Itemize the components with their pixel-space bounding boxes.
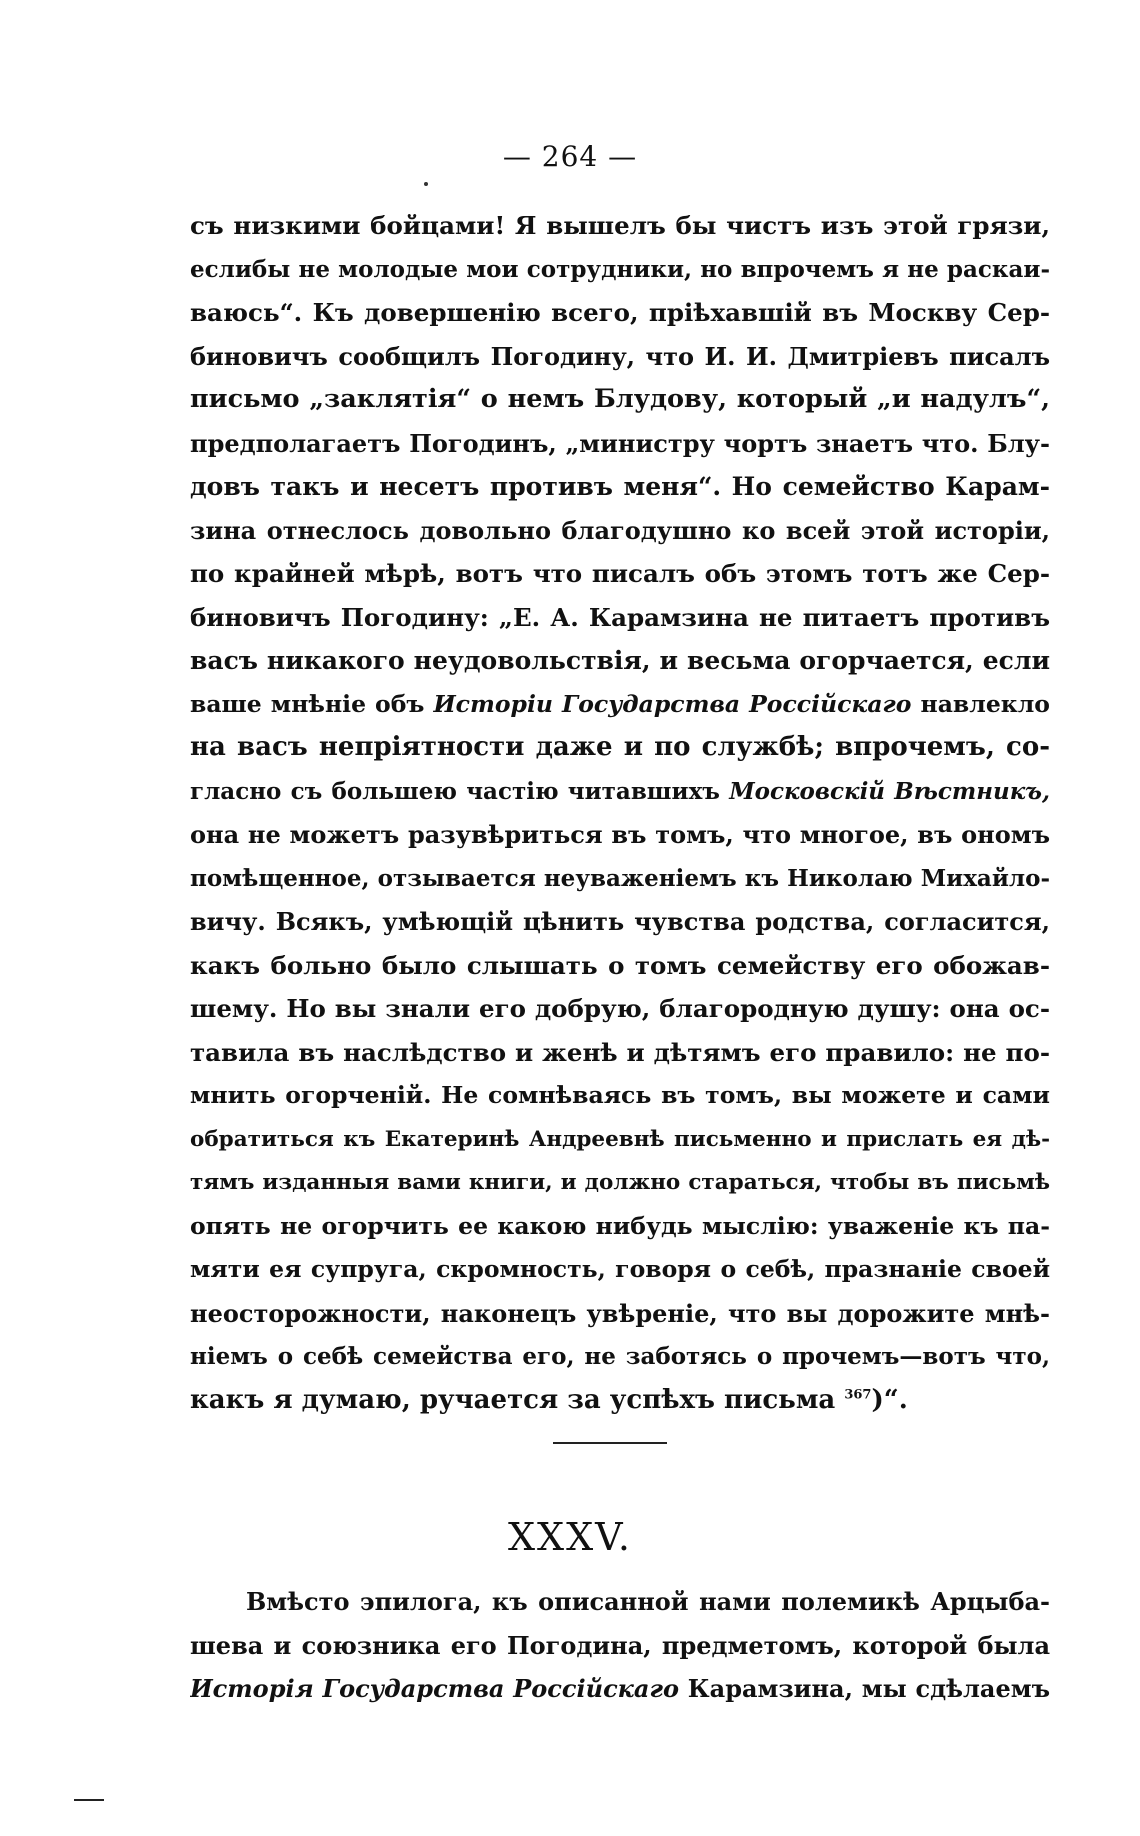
text-segment: навлекло	[911, 689, 1050, 718]
text-line: шева и союзника его Погодина, предметомъ, которой была	[190, 1630, 1050, 1660]
text-line: письмо „заклятія“ о немъ Блудову, который „и надулъ“,	[190, 384, 1050, 414]
text-segment: какъ я думаю, ручается за успѣхъ письма	[190, 1384, 845, 1415]
body-paragraph	[190, 204, 1050, 1422]
text-line: вичу. Всякъ, умѣющій цѣнить чувства родства, согласится,	[190, 907, 1050, 936]
chapter-heading: XXXV.	[507, 1515, 633, 1559]
text-line-with-footnote	[190, 1379, 1050, 1423]
text-line: биновичъ сообщилъ Погодину, что И. И. Дмитріевъ писалъ	[190, 341, 1050, 371]
italic-book-title: Исторіи Государства Россійскаго	[433, 689, 912, 718]
text-segment: Карамзина, мы сдѣлаемъ	[678, 1674, 1050, 1703]
text-line: она не можетъ разувѣриться въ томъ, что многое, въ ономъ	[190, 820, 1050, 849]
print-speck	[424, 182, 428, 186]
text-line: на васъ непріятности даже и по службѣ; впрочемъ, со-	[190, 732, 1050, 762]
text-line: тавила въ наслѣдство и женѣ и дѣтямъ его правило: не по-	[190, 1037, 1050, 1067]
text-line: мяти ея супруга, скромность, говоря о себѣ, празнаніе своей	[190, 1255, 1050, 1283]
text-line: предполагаетъ Погодинъ, „министру чортъ знаетъ что. Блу-	[190, 428, 1050, 458]
text-line: еслибы не молодые мои сотрудники, но впрочемъ я не раскаи-	[190, 255, 1050, 283]
text-line: мнить огорченій. Не сомнѣваясь въ томъ, вы можете и сами	[190, 1081, 1050, 1109]
text-segment: )“.	[871, 1384, 908, 1415]
text-line: съ низкими бойцами! Я вышелъ бы чистъ изъ этой грязи,	[190, 211, 1050, 240]
text-line: Вмѣсто эпилога, къ описанной нами полемикѣ Арцыба-	[246, 1587, 1050, 1616]
text-line: помѣщенное, отзывается неуваженіемъ къ Николаю Михайло-	[190, 864, 1050, 892]
text-line: васъ никакого неудовольствія, и весьма огорчается, если	[190, 646, 1050, 675]
text-line: биновичъ Погодину: „Е. А. Карамзина не питаетъ противъ	[190, 602, 1050, 632]
text-line: какъ больно было слышать о томъ семейству его обожав-	[190, 950, 1050, 980]
text-line-with-italic-title	[190, 683, 1050, 727]
text-line: шему. Но вы знали его добрую, благородную душу: она ос-	[190, 994, 1050, 1023]
text-segment: ваше мнѣніе объ	[190, 689, 434, 718]
text-line: довъ такъ и несетъ противъ меня“. Но семейство Карам-	[190, 472, 1050, 501]
text-line: тямъ изданныя вами книги, и должно стараться, чтобы въ письмѣ	[190, 1170, 1050, 1195]
italic-book-title: Исторія Государства Россійскаго	[190, 1674, 679, 1703]
text-line-with-italic-title	[190, 770, 1050, 814]
text-line: опять не огорчить ее какою нибудь мыслію: уваженіе къ па-	[190, 1211, 1050, 1240]
page-number: — 264 —	[502, 140, 638, 173]
text-line-with-italic-title	[190, 1667, 1050, 1711]
italic-journal-title: Московскій Вѣстникъ,	[729, 777, 1050, 805]
text-line: обратиться къ Екатеринѣ Андреевнѣ письменно и прислать ея дѣ-	[190, 1126, 1050, 1152]
chapter-paragraph	[190, 1580, 1050, 1711]
margin-mark	[74, 1799, 104, 1801]
section-separator-rule	[553, 1442, 667, 1444]
text-segment: гласно съ большею частію читавшихъ	[190, 777, 730, 805]
text-line: по крайней мѣрѣ, вотъ что писалъ объ этомъ тотъ же Сер-	[190, 559, 1050, 588]
text-line: зина отнеслось довольно благодушно ко всей этой исторіи,	[190, 515, 1050, 545]
text-line: неосторожности, наконецъ увѣреніе, что вы дорожите мнѣ-	[190, 1298, 1050, 1328]
text-line: ніемъ о себѣ семейства его, не заботясь о прочемъ—вотъ что,	[190, 1343, 1050, 1370]
text-line: ваюсь“. Къ довершенію всего, пріѣхавшій въ Москву Сер-	[190, 298, 1050, 327]
footnote-reference: 367	[844, 1386, 872, 1402]
